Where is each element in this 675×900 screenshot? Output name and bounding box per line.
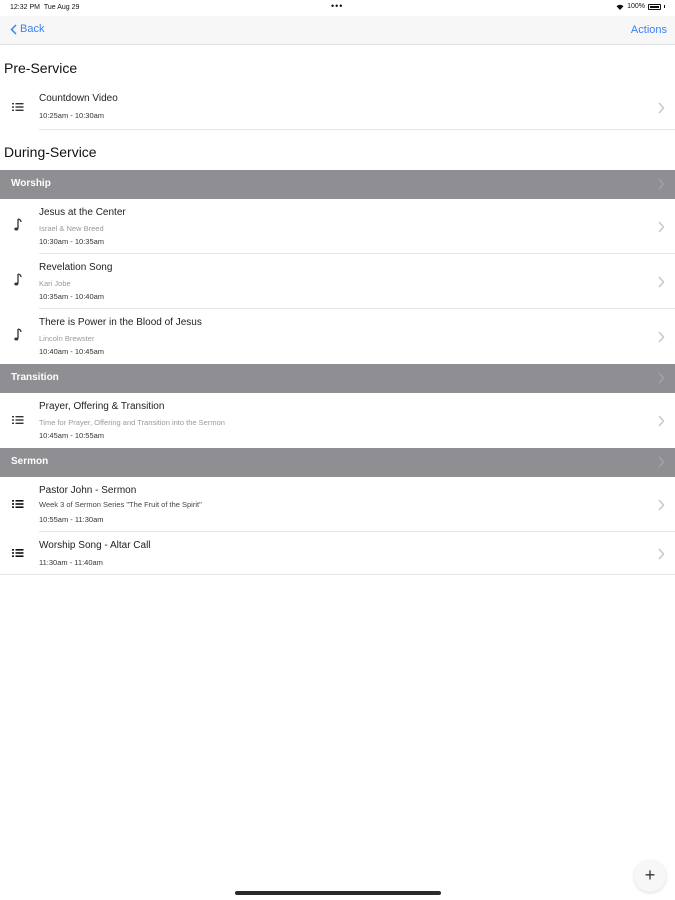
- chevron-right-icon: [657, 102, 665, 114]
- music-note-icon: [11, 273, 25, 287]
- battery-percent: 100%: [627, 3, 645, 10]
- chevron-right-icon: [657, 178, 665, 190]
- item-title: Jesus at the Center: [39, 207, 126, 218]
- actions-button[interactable]: Actions: [630, 24, 667, 36]
- section-title-during-service: During-Service: [4, 144, 97, 160]
- item-title: There is Power in the Blood of Jesus: [39, 317, 202, 328]
- group-header-sermon[interactable]: [0, 448, 675, 477]
- list-icon: [11, 546, 25, 560]
- item-time: 10:25am - 10:30am: [39, 111, 105, 120]
- group-header-label: Sermon: [11, 456, 49, 467]
- item-time: 10:30am - 10:35am: [39, 237, 105, 246]
- list-item[interactable]: [0, 532, 675, 575]
- chevron-right-icon: [657, 456, 665, 468]
- item-title: Pastor John - Sermon: [39, 485, 137, 496]
- list-icon: [11, 100, 25, 114]
- back-button[interactable]: [10, 23, 44, 35]
- row-divider: [39, 129, 675, 130]
- item-subtitle: Time for Prayer, Offering and Transition into the Sermon: [39, 418, 225, 427]
- status-bar: [0, 0, 675, 16]
- group-header-transition[interactable]: [0, 364, 675, 393]
- status-time: 12:32 PM Tue Aug 29: [10, 4, 80, 11]
- item-subtitle: Week 3 of Sermon Series "The Fruit of the Spirit": [39, 500, 202, 509]
- item-subtitle: Kari Jobe: [39, 279, 71, 288]
- status-indicators: [616, 3, 665, 10]
- multitasking-dots[interactable]: •••: [331, 1, 344, 11]
- list-item[interactable]: [0, 254, 675, 309]
- item-title: Worship Song - Altar Call: [39, 540, 151, 551]
- item-subtitle: Israel & New Breed: [39, 224, 104, 233]
- wifi-icon: [616, 4, 624, 10]
- list-item[interactable]: [0, 477, 675, 532]
- list-item[interactable]: [0, 88, 675, 130]
- list-icon: [11, 413, 25, 427]
- chevron-right-icon: [657, 499, 665, 511]
- item-title: Countdown Video: [39, 93, 118, 104]
- music-note-icon: [11, 218, 25, 232]
- chevron-right-icon: [657, 276, 665, 288]
- battery-icon: [648, 4, 661, 10]
- item-time: 10:55am - 11:30am: [39, 515, 104, 524]
- chevron-right-icon: [657, 372, 665, 384]
- item-title: Revelation Song: [39, 262, 113, 273]
- list-item[interactable]: [0, 309, 675, 364]
- item-time: 10:35am - 10:40am: [39, 292, 105, 301]
- row-divider: [0, 574, 675, 575]
- item-title: Prayer, Offering & Transition: [39, 401, 165, 412]
- item-time: 11:30am - 11:40am: [39, 558, 103, 567]
- add-item-button[interactable]: +: [634, 860, 666, 892]
- home-indicator[interactable]: [235, 891, 441, 895]
- chevron-right-icon: [657, 331, 665, 343]
- list-icon: [11, 497, 25, 511]
- chevron-right-icon: [657, 548, 665, 560]
- group-header-label: Worship: [11, 178, 51, 189]
- group-header-label: Transition: [11, 372, 59, 383]
- list-item[interactable]: [0, 393, 675, 448]
- item-time: 10:40am - 10:45am: [39, 347, 105, 356]
- music-note-icon: [11, 328, 25, 342]
- chevron-right-icon: [657, 221, 665, 233]
- section-title-pre-service: Pre-Service: [4, 60, 78, 76]
- item-time: 10:45am - 10:55am: [39, 431, 105, 440]
- list-item[interactable]: [0, 199, 675, 254]
- chevron-right-icon: [657, 415, 665, 427]
- back-label: Back: [20, 23, 45, 35]
- item-subtitle: Lincoln Brewster: [39, 334, 95, 343]
- chevron-left-icon: [10, 24, 17, 35]
- navigation-bar: [0, 16, 675, 45]
- group-header-worship[interactable]: [0, 170, 675, 199]
